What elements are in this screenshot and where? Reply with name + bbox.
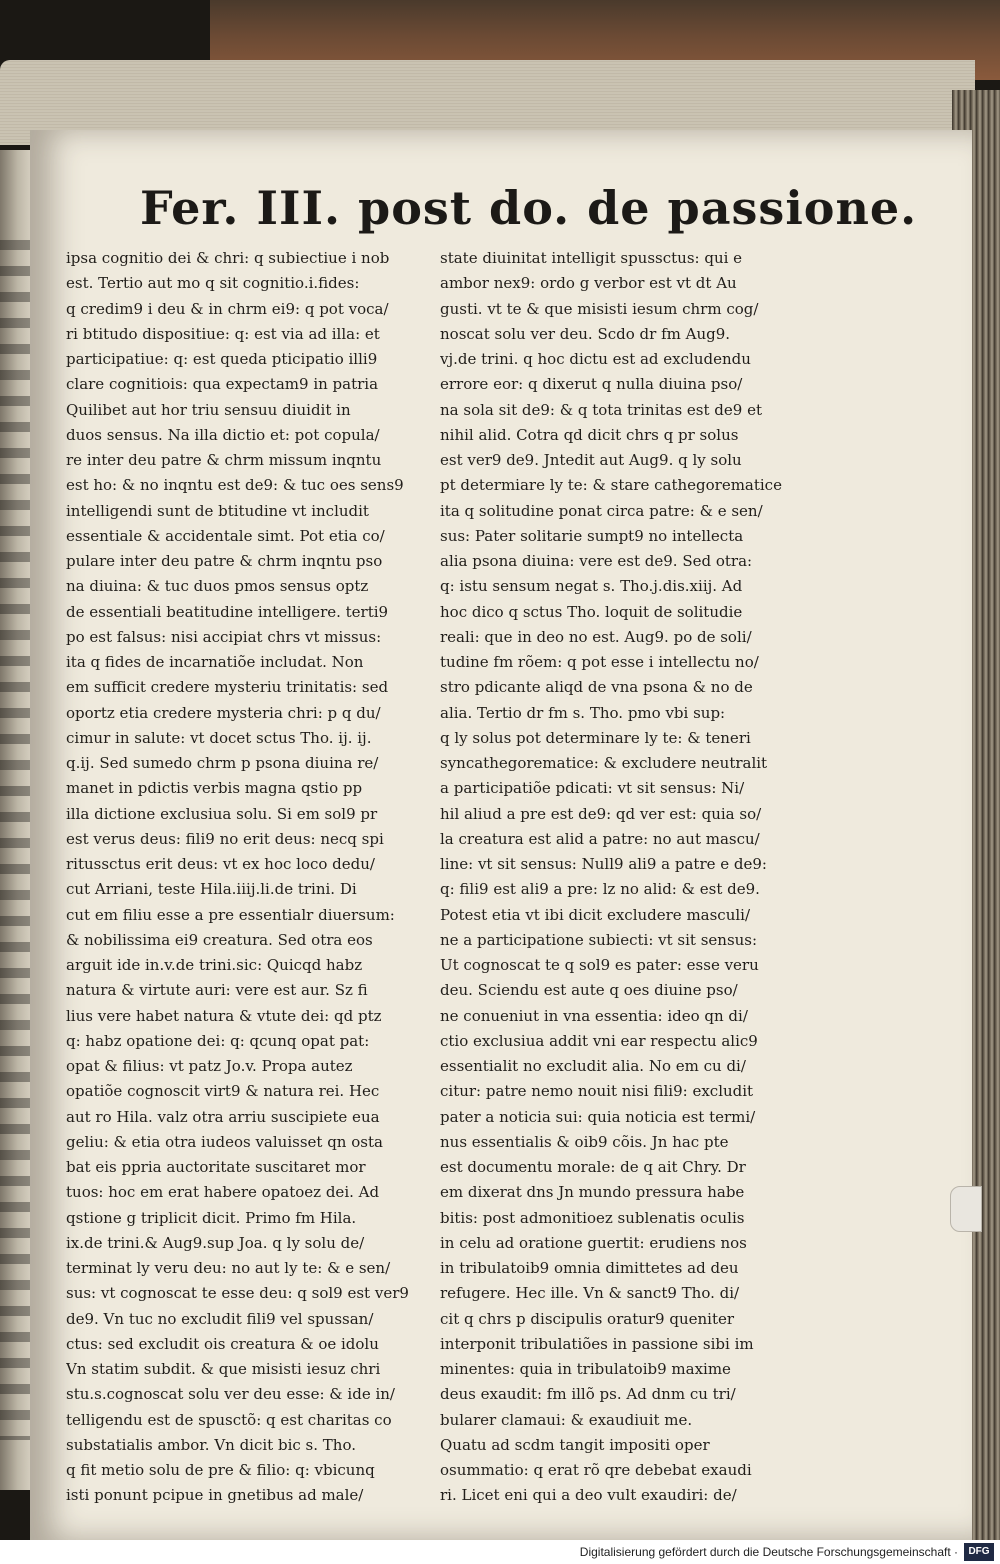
- funding-credit: Digitalisierung gefördert durch die Deutsche Forschungsgemeinschaft ·: [579, 1545, 958, 1559]
- left-column-line: q: habz opatione dei: q: qcunq opat pat:: [66, 1031, 370, 1050]
- left-column-line: cut Arriani, teste Hila.iiij.li.de trini. Di: [66, 880, 357, 899]
- left-column-line: na diuina: & tuc duos pmos sensus optz: [66, 577, 369, 596]
- right-column-line: hoc dico q sctus Tho. loquit de solitudie: [440, 602, 743, 621]
- left-column-line: substatialis ambor. Vn dicit bic s. Tho.: [66, 1435, 356, 1454]
- right-column-line: est ver9 de9. Jntedit aut Aug9. q ly solu: [440, 451, 742, 469]
- left-column-line: isti ponunt pcipue in gnetibus ad male/: [66, 1486, 364, 1505]
- left-column-line: ritussctus erit deus: vt ex hoc loco dedu/: [66, 855, 375, 873]
- right-column-line: alia. Tertio dr fm s. Tho. pmo vbi sup:: [440, 703, 726, 722]
- right-column-line: syncathegorematice: & excludere neutralit: [440, 754, 768, 772]
- left-column-line: q credim9 i deu & in chrm ei9: q pot voca/: [66, 299, 389, 318]
- right-column-line: hil aliud a pre est de9: qd ver est: quia so/: [440, 804, 762, 823]
- left-column-line: & nobilissima ei9 creatura. Sed otra eos: [66, 930, 373, 949]
- right-column-line: est documentu morale: de q ait Chry. Dr: [440, 1158, 746, 1176]
- right-column-line: refugere. Hec ille. Vn & sanct9 Tho. di/: [440, 1284, 740, 1303]
- right-column-line: nihil alid. Cotra qd dicit chrs q pr solus: [440, 425, 739, 444]
- left-column-line: ctus: sed excludit ois creatura & oe idolu: [66, 1334, 379, 1353]
- left-column-line: illa dictione exclusiua solu. Si em sol9 pr: [66, 804, 378, 823]
- right-column-line: q ly solus pot determinare ly te: & teneri: [440, 728, 751, 747]
- right-column-line: minentes: quia in tribulatoib9 maxime: [440, 1360, 731, 1378]
- running-head: Fer. III. post do. de passione.: [140, 181, 918, 235]
- right-column-line: tudine fm rõem: q pot esse i intellectu no/: [440, 653, 759, 671]
- left-column-line: Vn statim subdit. & que misisti iesuz chri: [66, 1360, 381, 1378]
- right-column-line: state diuinitat intelligit spussctus: qui e: [440, 249, 743, 267]
- right-column-line: bularer clamaui: & exaudiuit me.: [440, 1410, 693, 1429]
- right-column-line: sus: Pater solitarie sumpt9 no intellecta: [440, 526, 744, 545]
- left-column-line: ix.de trini.& Aug9.sup Joa. q ly solu de/: [66, 1233, 365, 1252]
- right-column-line: q: istu sensum negat s. Tho.j.dis.xiij. Ad: [440, 577, 743, 596]
- left-column-line: q.ij. Sed sumedo chrm p psona diuina re/: [66, 754, 379, 772]
- right-column-line: pt determiare ly te: & stare cathegorematice: [440, 476, 782, 495]
- right-column-line: cit q chrs p discipulis oratur9 queniter: [440, 1309, 735, 1328]
- left-column-line: ipsa cognitio dei & chri: q subiectiue i nob: [66, 249, 390, 267]
- right-column-line: Ut cognoscat te q sol9 es pater: esse veru: [440, 956, 759, 974]
- left-column-line: qstione g triplicit dicit. Primo fm Hila.: [66, 1208, 357, 1227]
- right-column-line: essentialit no excludit alia. No em cu di/: [440, 1057, 746, 1075]
- left-column-line: Quilibet aut hor triu sensuu diuidit in: [66, 400, 351, 419]
- left-column-line: est ho: & no inqntu est de9: & tuc oes sens9: [66, 476, 404, 495]
- right-column-line: citur: patre nemo nouit nisi fili9: excludit: [440, 1082, 754, 1101]
- left-column-line: de essentiali beatitudine intelligere. terti9: [66, 602, 389, 621]
- right-column-line: ita q solitudine ponat circa patre: & e sen/: [440, 501, 763, 520]
- left-column-line: cut em filiu esse a pre essentialr diuersum:: [66, 905, 395, 924]
- right-column-line: deus exaudit: fm illõ ps. Ad dnm cu tri/: [440, 1385, 736, 1404]
- right-column-line: osummatio: q erat rõ qre debebat exaudi: [440, 1461, 752, 1479]
- left-column-line: intelligendi sunt de btitudine vt includit: [66, 501, 369, 520]
- right-column-line: gusti. vt te & que misisti iesum chrm cog/: [440, 299, 759, 318]
- right-column-line: in tribulatoib9 omnia dimittetes ad deu: [440, 1259, 739, 1277]
- left-column-line: po est falsus: nisi accipiat chrs vt missus:: [66, 627, 382, 646]
- left-column-line: q fit metio solu de pre & filio: q: vbicunq: [66, 1461, 375, 1479]
- left-column-line: de9. Vn tuc no excludit fili9 vel spussan/: [66, 1309, 374, 1328]
- left-column-line: telligendu est de spusctõ: q est charitas co: [66, 1410, 392, 1429]
- right-column-line: stro pdicante aliqd de vna psona & no de: [440, 678, 753, 697]
- right-column-line: bitis: post admonitioez sublenatis oculis: [440, 1208, 745, 1227]
- right-column-line: errore eor: q dixerut q nulla diuina pso/: [440, 375, 743, 394]
- right-column-line: noscat solu ver deu. Scdo dr fm Aug9.: [440, 324, 731, 343]
- right-column-line: la creatura est alid a patre: no aut mascu/: [440, 829, 760, 848]
- right-column-line: interponit tribulatiões in passione sibi im: [440, 1334, 754, 1353]
- left-column-line: participatiue: q: est queda pticipatio illi9: [66, 350, 378, 368]
- left-column-line: tuos: hoc em erat habere opatoez dei. Ad: [66, 1183, 380, 1202]
- text-column-left: [66, 246, 434, 1509]
- right-column-line: ri. Licet eni qui a deo vult exaudiri: de/: [440, 1486, 737, 1505]
- right-column-line: pater a noticia sui: quia noticia est termi/: [440, 1107, 756, 1126]
- right-column-line: deu. Sciendu est aute q oes diuine pso/: [440, 981, 738, 1000]
- right-column-line: na sola sit de9: & q tota trinitas est de9 et: [440, 400, 762, 419]
- left-column-line: stu.s.cognoscat solu ver deu esse: & ide in/: [66, 1385, 395, 1404]
- left-column-line: ita q fides de incarnatiõe includat. Non: [66, 653, 364, 671]
- left-column-line: lius vere habet natura & vtute dei: qd ptz: [66, 1006, 382, 1025]
- right-column-line: ambor nex9: ordo g verbor est vt dt Au: [440, 274, 737, 293]
- dfg-logo: DFG: [964, 1543, 994, 1561]
- left-column-line: geliu: & etia otra iudeos valuisset qn osta: [66, 1132, 383, 1151]
- left-column-line: pulare inter deu patre & chrm inqntu pso: [66, 552, 383, 570]
- left-column-line: ri btitudo dispositiue: q: est via ad illa: et: [66, 324, 380, 343]
- right-column-line: alia psona diuina: vere est de9. Sed otra:: [440, 552, 753, 570]
- right-column-line: ne conueniut in vna essentia: ideo qn di/: [440, 1006, 748, 1025]
- right-column-line: Potest etia vt ibi dicit excludere masculi/: [440, 905, 751, 924]
- left-column-line: duos sensus. Na illa dictio et: pot copula/: [66, 425, 380, 444]
- text-column-right: [440, 246, 800, 1509]
- left-column-line: re inter deu patre & chrm missum inqntu: [66, 451, 382, 469]
- left-column-line: em sufficit credere mysteriu trinitatis: sed: [66, 678, 389, 697]
- left-column-line: est. Tertio aut mo q sit cognitio.i.fides:: [66, 274, 360, 293]
- page-tab-marker: [950, 1186, 982, 1232]
- left-column-line: arguit ide in.v.de trini.sic: Quicqd habz: [66, 956, 363, 974]
- left-column-line: aut ro Hila. valz otra arriu suscipiete eua: [66, 1107, 380, 1126]
- left-column-line: est verus deus: fili9 no erit deus: necq spi: [66, 829, 384, 848]
- right-column-line: ctio exclusiua addit vni ear respectu alic9: [440, 1031, 758, 1050]
- left-column-line: clare cognitiois: qua expectam9 in patria: [66, 375, 379, 394]
- left-column-line: sus: vt cognoscat te esse deu: q sol9 est ver9: [66, 1284, 409, 1303]
- left-column-line: manet in pdictis verbis magna qstio pp: [66, 779, 363, 798]
- right-column-line: q: fili9 est ali9 a pre: lz no alid: & est de9.: [440, 880, 760, 899]
- right-column-line: a participatiõe pdicati: vt sit sensus: Ni/: [440, 779, 745, 798]
- right-column-line: in celu ad oratione guertit: erudiens nos: [440, 1233, 747, 1252]
- right-column-line: line: vt sit sensus: Null9 ali9 a patre e de9:: [440, 855, 767, 873]
- left-column-line: opatiõe cognoscit virt9 & natura rei. Hec: [66, 1082, 380, 1101]
- left-column-line: terminat ly veru deu: no aut ly te: & e sen/: [66, 1259, 391, 1277]
- left-column-line: bat eis ppria auctoritate suscitaret mor: [66, 1158, 366, 1176]
- left-column-line: opat & filius: vt patz Jo.v. Propa autez: [66, 1057, 353, 1075]
- right-column-line: em dixerat dns Jn mundo pressura habe: [440, 1183, 745, 1202]
- footer-bar: [0, 1540, 1000, 1564]
- right-column-line: Quatu ad scdm tangit impositi oper: [440, 1435, 710, 1454]
- right-column-line: reali: que in deo no est. Aug9. po de soli/: [440, 627, 752, 646]
- left-column-line: natura & virtute auri: vere est aur. Sz fi: [66, 981, 368, 1000]
- right-column-line: vj.de trini. q hoc dictu est ad excludendu: [440, 350, 751, 368]
- left-column-line: essentiale & accidentale simt. Pot etia co/: [66, 526, 385, 545]
- right-column-line: nus essentialis & oib9 cõis. Jn hac pte: [440, 1132, 729, 1151]
- left-column-line: cimur in salute: vt docet sctus Tho. ij. ij.: [66, 728, 372, 747]
- left-column-line: oportz etia credere mysteria chri: p q du/: [66, 703, 381, 722]
- right-column-line: ne a participatione subiecti: vt sit sensus:: [440, 930, 758, 949]
